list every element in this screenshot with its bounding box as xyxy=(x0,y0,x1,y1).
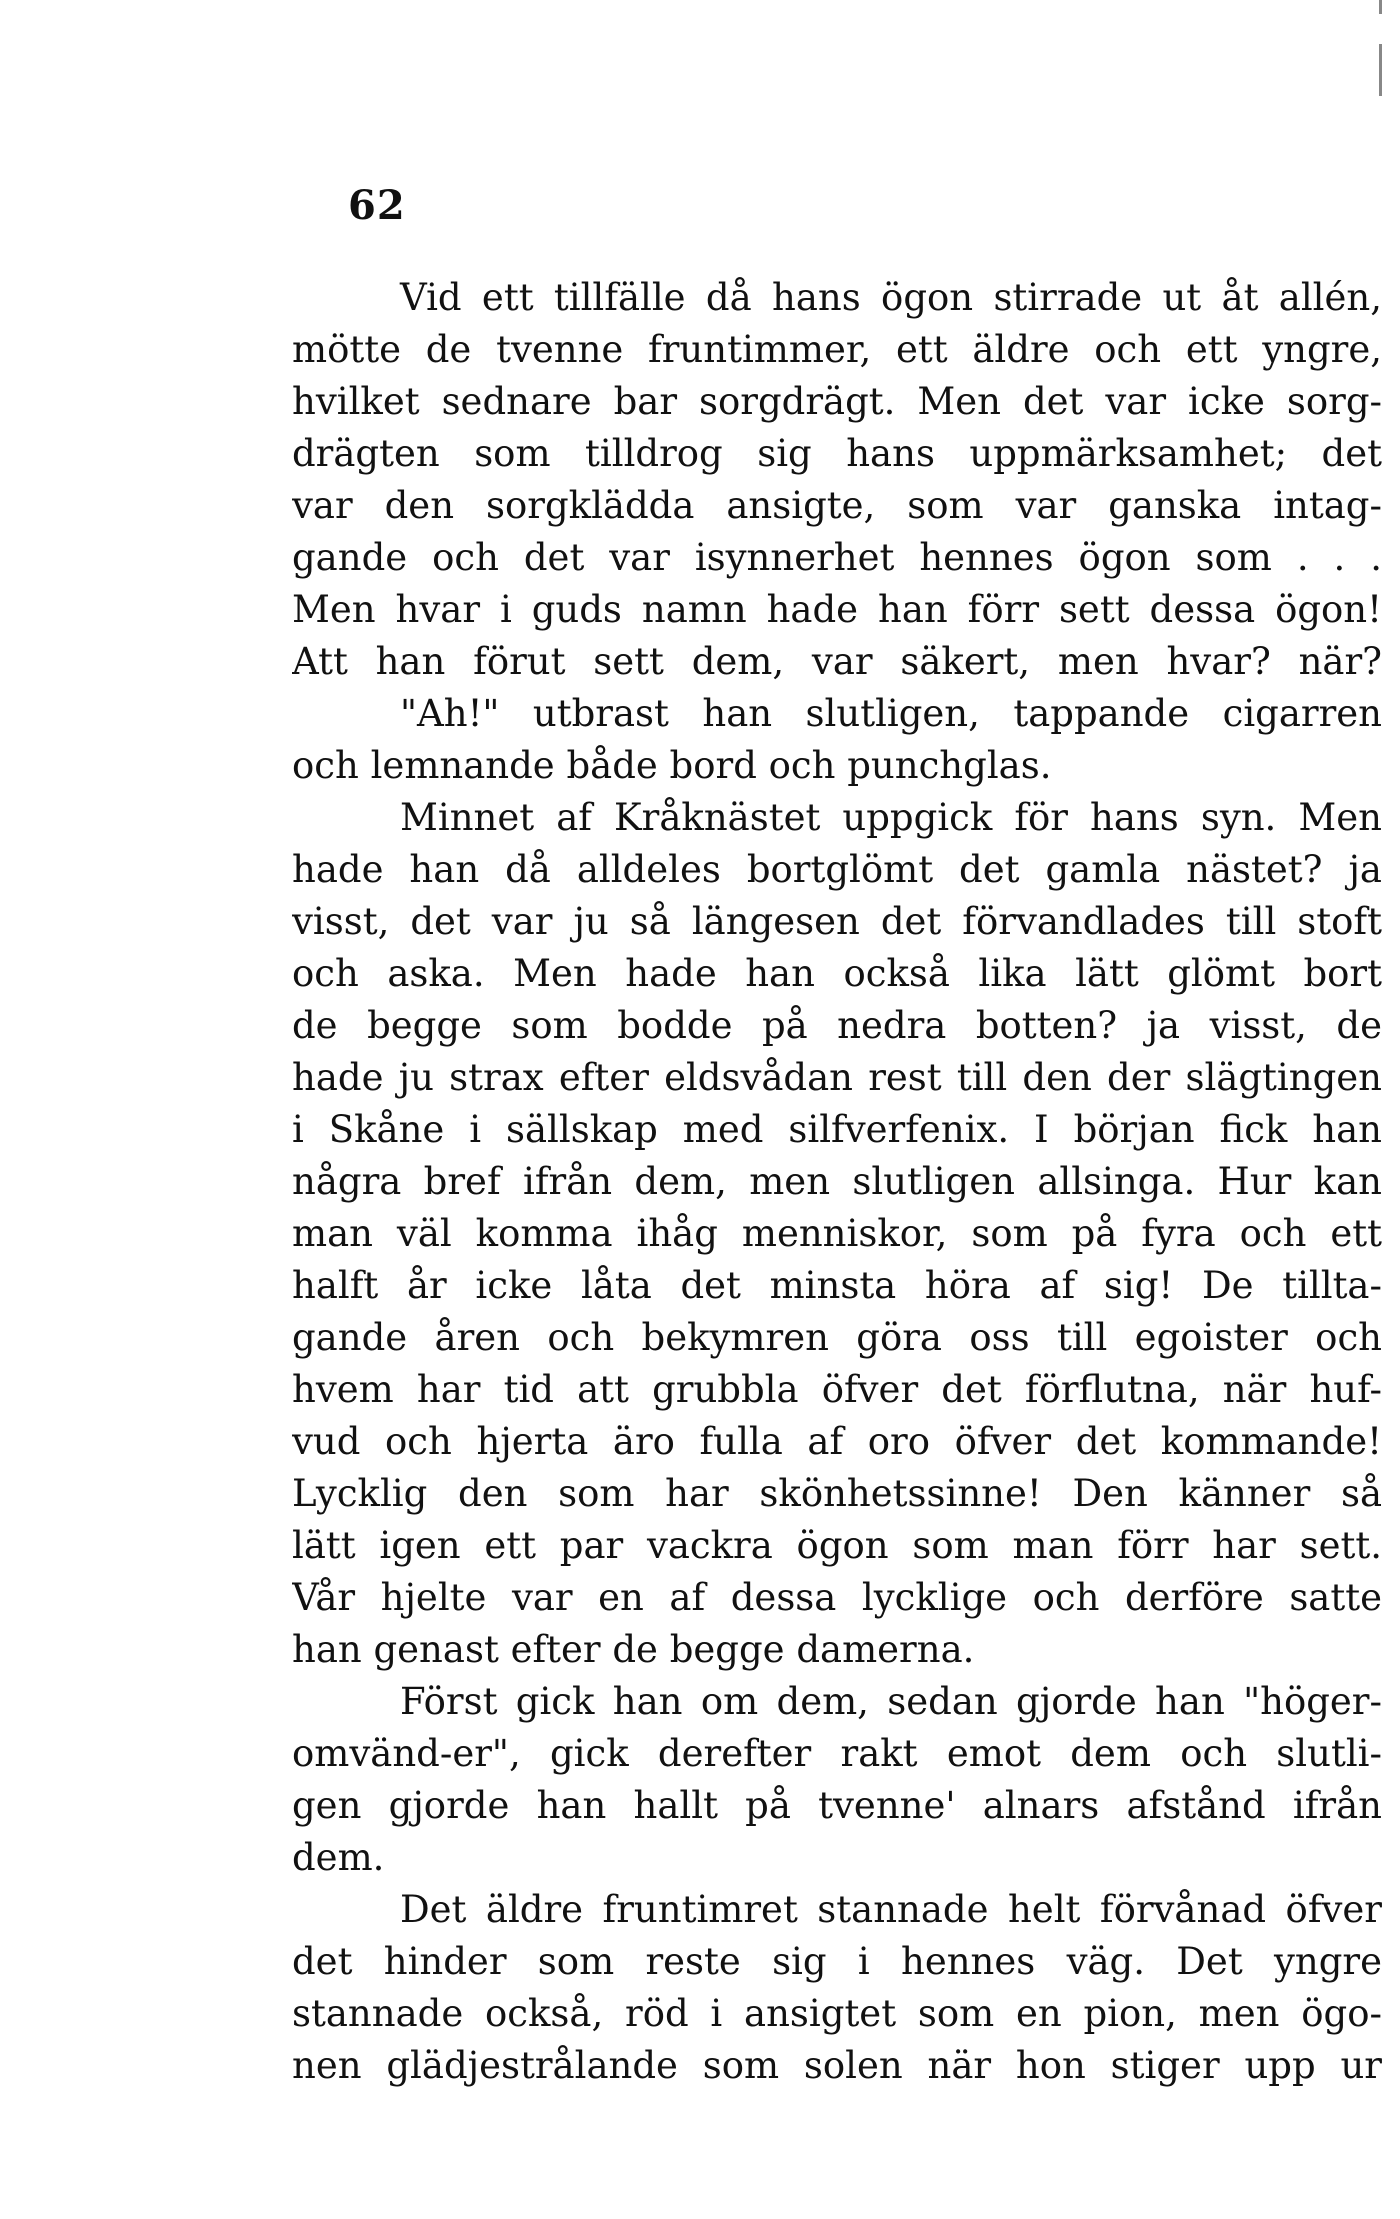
text-line: gande och det var isynnerhet hennes ögon som . . . xyxy=(292,536,1382,579)
text-line: gen gjorde han hallt på tvenne' alnars afstånd ifrån xyxy=(292,1784,1382,1827)
text-line: hvem har tid att grubbla öfver det förflutna, när huf- xyxy=(292,1368,1382,1411)
text-line: hade han då alldeles bortglömt det gamla nästet? ja xyxy=(292,848,1382,891)
scan-edge-mark-top xyxy=(1379,0,1382,14)
text-line: hvilket sednare bar sorgdrägt. Men det var icke sorg- xyxy=(292,380,1382,423)
text-line: visst, det var ju så längesen det förvandlades till stoft xyxy=(292,900,1382,943)
text-line: stannade också, röd i ansigtet som en pion, men ögo- xyxy=(292,1992,1382,2035)
text-line: och lemnande både bord och punchglas. xyxy=(292,744,1052,787)
body-text xyxy=(292,272,1382,2092)
text-line: några bref ifrån dem, men slutligen allsinga. Hur kan xyxy=(292,1160,1382,1203)
text-line: mötte de tvenne fruntimmer, ett äldre och ett yngre, xyxy=(292,328,1382,371)
text-line: var den sorgklädda ansigte, som var ganska intag- xyxy=(292,484,1382,527)
text-line: i Skåne i sällskap med silfverfenix. I början fick han xyxy=(292,1108,1382,1151)
text-line: halft år icke låta det minsta höra af sig! De tillta- xyxy=(292,1264,1382,1307)
text-line: han genast efter de begge damerna. xyxy=(292,1628,975,1671)
text-line: omvänd-er", gick derefter rakt emot dem och slutli- xyxy=(292,1732,1382,1775)
text-line: man väl komma ihåg menniskor, som på fyra och ett xyxy=(292,1212,1382,1255)
text-line: Vår hjelte var en af dessa lycklige och derföre satte xyxy=(292,1576,1382,1619)
text-line: Lycklig den som har skönhetssinne! Den känner så xyxy=(292,1472,1382,1515)
text-line: dem. xyxy=(292,1836,385,1879)
text-line: drägten som tilldrog sig hans uppmärksamhet; det xyxy=(292,432,1382,475)
text-line: Först gick han om dem, sedan gjorde han "höger- xyxy=(400,1680,1382,1723)
text-line: Det äldre fruntimret stannade helt förvånad öfver xyxy=(400,1888,1382,1931)
text-line: gande åren och bekymren göra oss till egoister och xyxy=(292,1316,1382,1359)
text-line: "Ah!" utbrast han slutligen, tappande cigarren xyxy=(400,692,1382,735)
text-line: och aska. Men hade han också lika lätt glömt bort xyxy=(292,952,1382,995)
text-line: det hinder som reste sig i hennes väg. Det yngre xyxy=(292,1940,1382,1983)
text-line: vud och hjerta äro fulla af oro öfver det kommande! xyxy=(292,1420,1382,1463)
scan-edge-mark-lower xyxy=(1379,44,1382,96)
text-line: lätt igen ett par vackra ögon som man förr har sett. xyxy=(292,1524,1382,1567)
text-line: hade ju strax efter eldsvådan rest till den der slägtingen xyxy=(292,1056,1382,1099)
page-number: 62 xyxy=(348,182,406,229)
text-line: Men hvar i guds namn hade han förr sett dessa ögon! xyxy=(292,588,1382,631)
text-line: nen glädjestrålande som solen när hon stiger upp ur xyxy=(292,2044,1382,2087)
text-line: Att han förut sett dem, var säkert, men hvar? när? xyxy=(292,640,1382,683)
text-line: de begge som bodde på nedra botten? ja visst, de xyxy=(292,1004,1382,1047)
text-line: Vid ett tillfälle då hans ögon stirrade ut åt allén, xyxy=(400,276,1382,319)
text-line: Minnet af Kråknästet uppgick för hans syn. Men xyxy=(400,796,1382,839)
